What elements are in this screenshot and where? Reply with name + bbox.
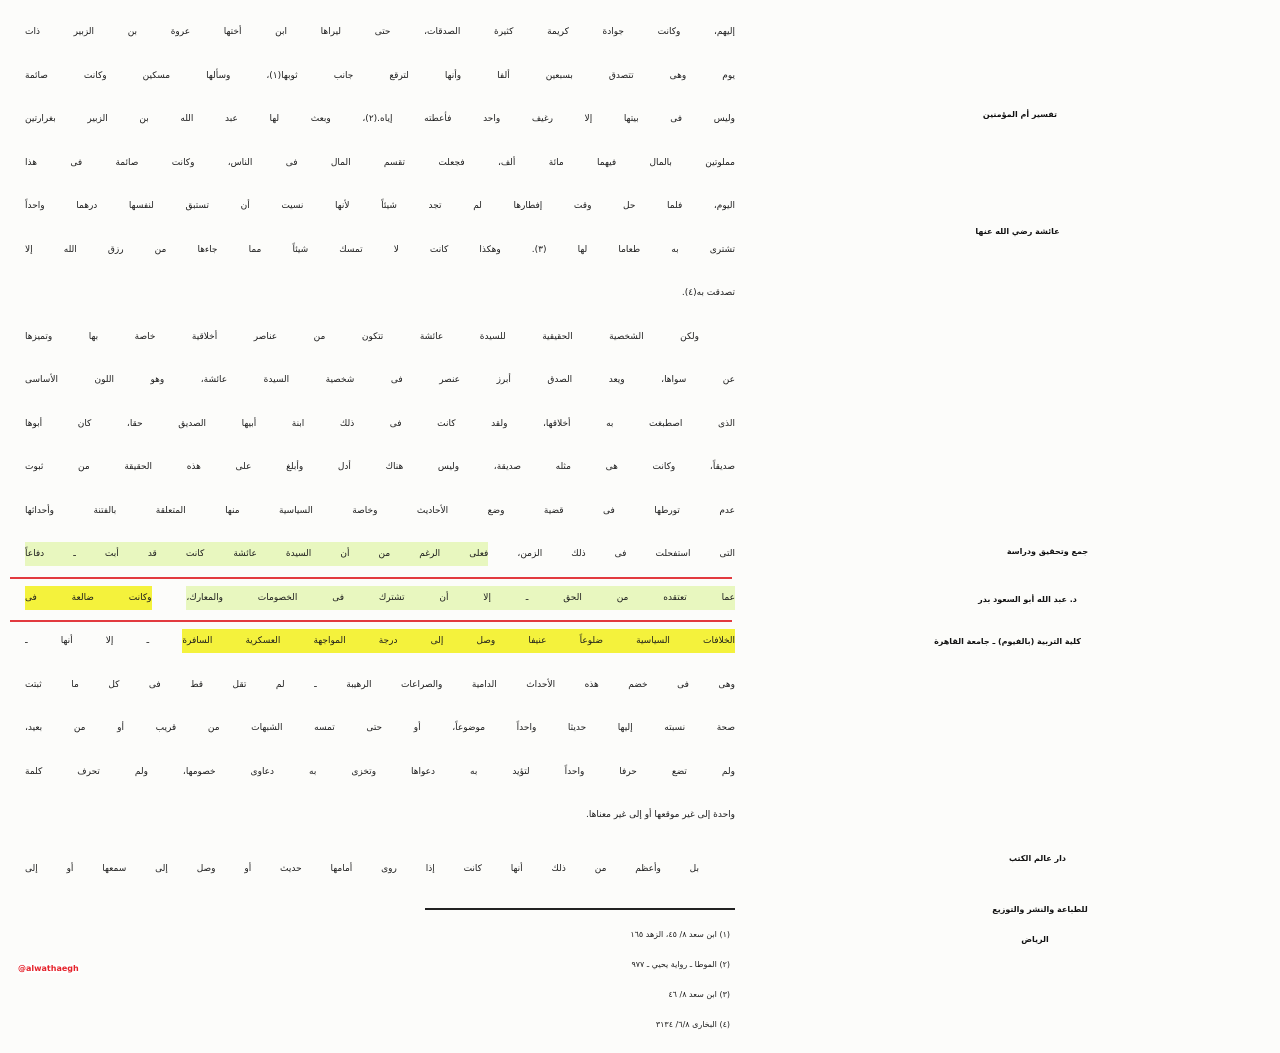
red-underline	[10, 620, 732, 622]
text-line: عدم تورطها فى قضية وضع الأحاديث وخاصة السياسية منها المتعلقة بالفتنة وأحداثها	[25, 505, 735, 516]
footnotes	[425, 920, 730, 1040]
author-name: د. عبد الله أبو السعود بدر	[978, 595, 1077, 604]
footnote: (١) ابن سعد ٨/ ٤٥، الزهد ١٦٥	[630, 930, 730, 939]
text-line: تشترى به طعاما لها (٣). وهكذا كانت لا تمسك شيئاً مما جاءها من رزق الله إلا	[25, 244, 735, 255]
plain-segment: التى استفحلت فى ذلك الزمن،	[517, 549, 735, 559]
author-affiliation: كلية التربية (بالفيوم) ـ جامعة القاهرة	[934, 637, 1081, 646]
text-line: يوم وهى تتصدق بسبعين ألفا وأنها لترقع جانب ثوبها(١)، وسألها مسكين وكانت صائمة	[25, 70, 735, 81]
text-line: الذى اصطبغت به أخلاقها، ولقد كانت فى ذلك ابنة أبيها الصديق حقا، كان أبوها	[25, 418, 735, 429]
text-line: عن سواها، ويعد الصدق أبرز عنصر فى شخصية السيدة عائشة، وهو اللون الأساسى	[25, 375, 735, 385]
publisher-city: الرياض	[1021, 935, 1049, 944]
text-line: واحدة إلى غير موقعها أو إلى غير معناها.	[586, 810, 735, 820]
text-line: مملوتين بالمال فيهما مائة ألف، فجعلت تقسم المال فى الناس، وكانت صائمة فى هذا	[25, 157, 735, 168]
plain-segment: ـ إلا أنها ـ	[25, 636, 150, 646]
book-subtitle: عائشة رضي الله عنها	[975, 227, 1060, 236]
footnote-divider	[425, 908, 735, 910]
text-line: صديقاً، وكانت هى مثله صديقة، وليس هناك أدل وأبلغ على هذه الحقيقة من ثبوت	[25, 462, 735, 472]
text-line: صحة نسبته إليها حديثا واحداً موضوعاً، أو حتى تمسه الشبهات من قريب أو من بعيد،	[25, 723, 735, 733]
yellow-highlight: وكانت ضالعة فى	[25, 586, 152, 610]
green-highlight: فعلى الرغم من أن السيدة عائشة كانت قد أبت ـ دفاعاً	[25, 542, 488, 566]
paragraph-1	[25, 11, 735, 316]
footnote: (٢) الموطا ـ رواية يحيي ـ ٩٧٧	[631, 960, 730, 969]
paragraph-3	[25, 848, 735, 892]
text-line: بل وأعظم من ذلك أنها كانت إذا روى أمامها حديث أو وصل إلى سمعها أو إلى	[25, 864, 699, 874]
text-line: ولكن الشخصية الحقيقية للسيدة عائشة تتكون من عناصر أخلاقية خاصة بها وتميزها	[25, 331, 699, 342]
publisher-name: دار عالم الكتب	[1009, 854, 1066, 863]
footnote: (٤) البخارى ٦/٨/ ٣١٣٤	[655, 1020, 730, 1029]
text-line: ولم تضع حرفا واحداً لتؤيد به دعواها وتخزى به دعاوى خصومها، ولم تحرف كلمة	[25, 766, 735, 777]
text-line: إليهم، وكانت جوادة كريمة كثيرة الصدقات، حتى ليراها ابن أختها عروة بن الزبير ذات	[25, 27, 735, 37]
footnote: (٣) ابن سعد ٨/ ٤٦	[668, 990, 730, 999]
highlighted-line-3	[25, 620, 735, 664]
publisher-tagline: للطباعة والنشر والتوزيع	[992, 905, 1088, 914]
yellow-highlight: الخلافات السياسية ضلوعاً عنيفا وصل إلى درجة المواجهة العسكرية السافرة	[182, 629, 735, 653]
text-line: اليوم، فلما حل وقت إفطارها لم تجد شيئاً لأنها نسيت أن تستبق لنفسها درهما واحداً	[25, 201, 735, 211]
credit-label: جمع وتحقيق ودراسة	[1006, 547, 1089, 556]
red-underline	[10, 577, 732, 579]
text-line: وهى فى خضم هذه الأحداث الدامية والصراعات الرهيبة ـ لم تقل قط فى كل ما ثبتت	[25, 679, 735, 690]
book-title: تفسير أم المؤمنين	[982, 110, 1058, 119]
highlighted-line-1	[25, 533, 735, 577]
text-line: تصدقت به(٤).	[681, 288, 735, 298]
highlighted-line-2	[25, 577, 735, 621]
green-highlight: عما تعتقده من الحق ـ إلا أن تشترك فى الخصومات والمعارك،	[186, 586, 735, 610]
text-line: وليس فى بيتها إلا رغيف واحد فأعطته إياه.(٢)، وبعث لها عبد الله بن الزبير بغرارتين	[25, 114, 735, 124]
watermark: @alwathaegh	[18, 964, 79, 973]
